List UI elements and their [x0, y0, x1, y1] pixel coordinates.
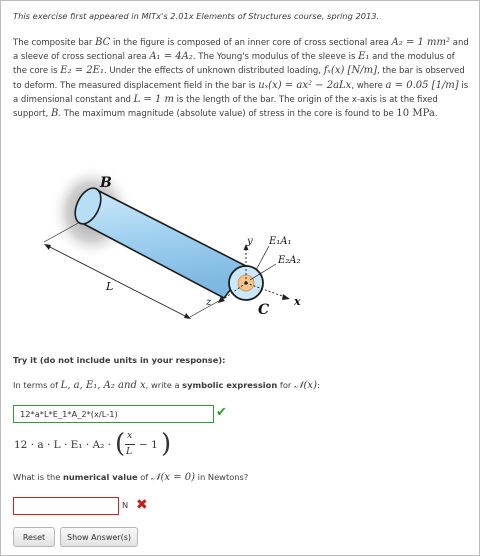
dimension-arrow-end [184, 313, 191, 319]
leader-e1a1 [256, 246, 269, 270]
label-l: L [106, 280, 114, 293]
try-it-heading: Try it (do not include units in your response): [13, 355, 226, 365]
label-z: z [206, 297, 212, 308]
problem-text-3: and a sleeve of cross sectional area [13, 38, 469, 63]
intro-note: This exercise first appeared in MITx's 2.01x Elements of Structures course, spring 2013. [13, 11, 380, 21]
preview-fraction-bar [125, 444, 135, 445]
math-a: a = 0.05 [1/m] [385, 79, 459, 91]
q1-bold: symbolic expression [182, 380, 278, 390]
preview-tail: − 1 [139, 439, 158, 451]
math-stress: 10 MPa [396, 108, 435, 120]
show-answer-button[interactable]: Show Answer(s) [60, 527, 138, 547]
problem-text-4: . The Young's modulus of the sleeve is [192, 52, 359, 63]
preview-fraction-den: L [126, 446, 133, 457]
preview-fraction-num: x [127, 430, 133, 441]
math-e2: E₂ = 2E₁ [60, 65, 104, 77]
q2-post: of [137, 472, 151, 482]
q2-tail: in Newtons? [195, 472, 249, 482]
correct-check-icon: ✔ [216, 405, 227, 420]
q1-symbol: 𝒩(x) [293, 380, 317, 391]
label-c: C [258, 302, 270, 318]
problem-statement [13, 36, 469, 121]
preview-left: 12 · a · L · E₁ · A₂ · [14, 439, 111, 451]
problem-text-9: is a dimensional constant and [13, 80, 469, 105]
problem-text-12: . [434, 109, 438, 120]
math-a2: A₂ = 1 mm² [391, 37, 451, 48]
reset-button[interactable]: Reset [13, 527, 55, 547]
symbolic-answer-input[interactable]: 12*a*L*E_1*A_2*(x/L-1) [13, 405, 214, 423]
expression-preview [14, 429, 174, 461]
problem-text-8: , where [351, 80, 386, 91]
incorrect-cross-icon: ✖ [136, 497, 148, 513]
dimension-arrow-start [44, 244, 51, 250]
unit-label: N [122, 500, 129, 510]
q1-pre: In terms of [13, 380, 61, 390]
label-y: y [247, 236, 253, 247]
problem-text-7: , the bar is observed to deform. The measured displacement field in the bar is [13, 66, 465, 91]
problem-text-10: is the length of the bar. The origin of the x-axis is at the fixed support, [13, 94, 438, 120]
problem-text-11: . The maximum magnitude (absolute value) of stress in the core is found to be [58, 109, 397, 120]
problem-text-1: The composite bar [13, 38, 96, 48]
label-e2a2: E₂A₂ [278, 255, 301, 266]
problem-text-2: in the figure is composed of an inner core of cross sectional area [110, 38, 392, 48]
q2-pre: What is the [13, 472, 63, 482]
question-2-prompt [13, 472, 248, 483]
preview-close-paren: ) [161, 429, 172, 459]
q1-mid: , write a [145, 380, 183, 390]
math-e1: E₁ [358, 51, 370, 63]
composite-bar-figure [40, 160, 330, 330]
q1-vars: L, a, E₁, A₂ and x [60, 380, 146, 391]
math-b: B [51, 108, 59, 120]
problem-text-5: and the modulus of the core is [13, 52, 455, 77]
q2-symbol: 𝒩(x = 0) [150, 472, 196, 483]
math-ux: uₓ(x) = ax² − 2aLx [258, 79, 352, 91]
preview-open-paren: ( [115, 429, 126, 459]
problem-text-6: . Under the effects of unknown distributed loading, [103, 66, 324, 77]
numerical-answer-input[interactable] [13, 497, 119, 515]
label-b: B [100, 175, 112, 191]
x-axis-arrow [282, 294, 290, 300]
math-l: L = 1 m [133, 93, 174, 105]
q1-post: for [277, 380, 294, 390]
q2-bold: numerical value [62, 472, 138, 482]
question-1-prompt [13, 380, 320, 391]
q1-colon: : [316, 380, 320, 390]
math-fx: fₓ(x) [N/m] [323, 65, 377, 77]
math-bc: BC [95, 37, 111, 48]
label-e1a1: E₁A₁ [269, 236, 292, 247]
label-x: x [294, 295, 301, 308]
math-a1: A₁ = 4A₂ [149, 51, 193, 63]
